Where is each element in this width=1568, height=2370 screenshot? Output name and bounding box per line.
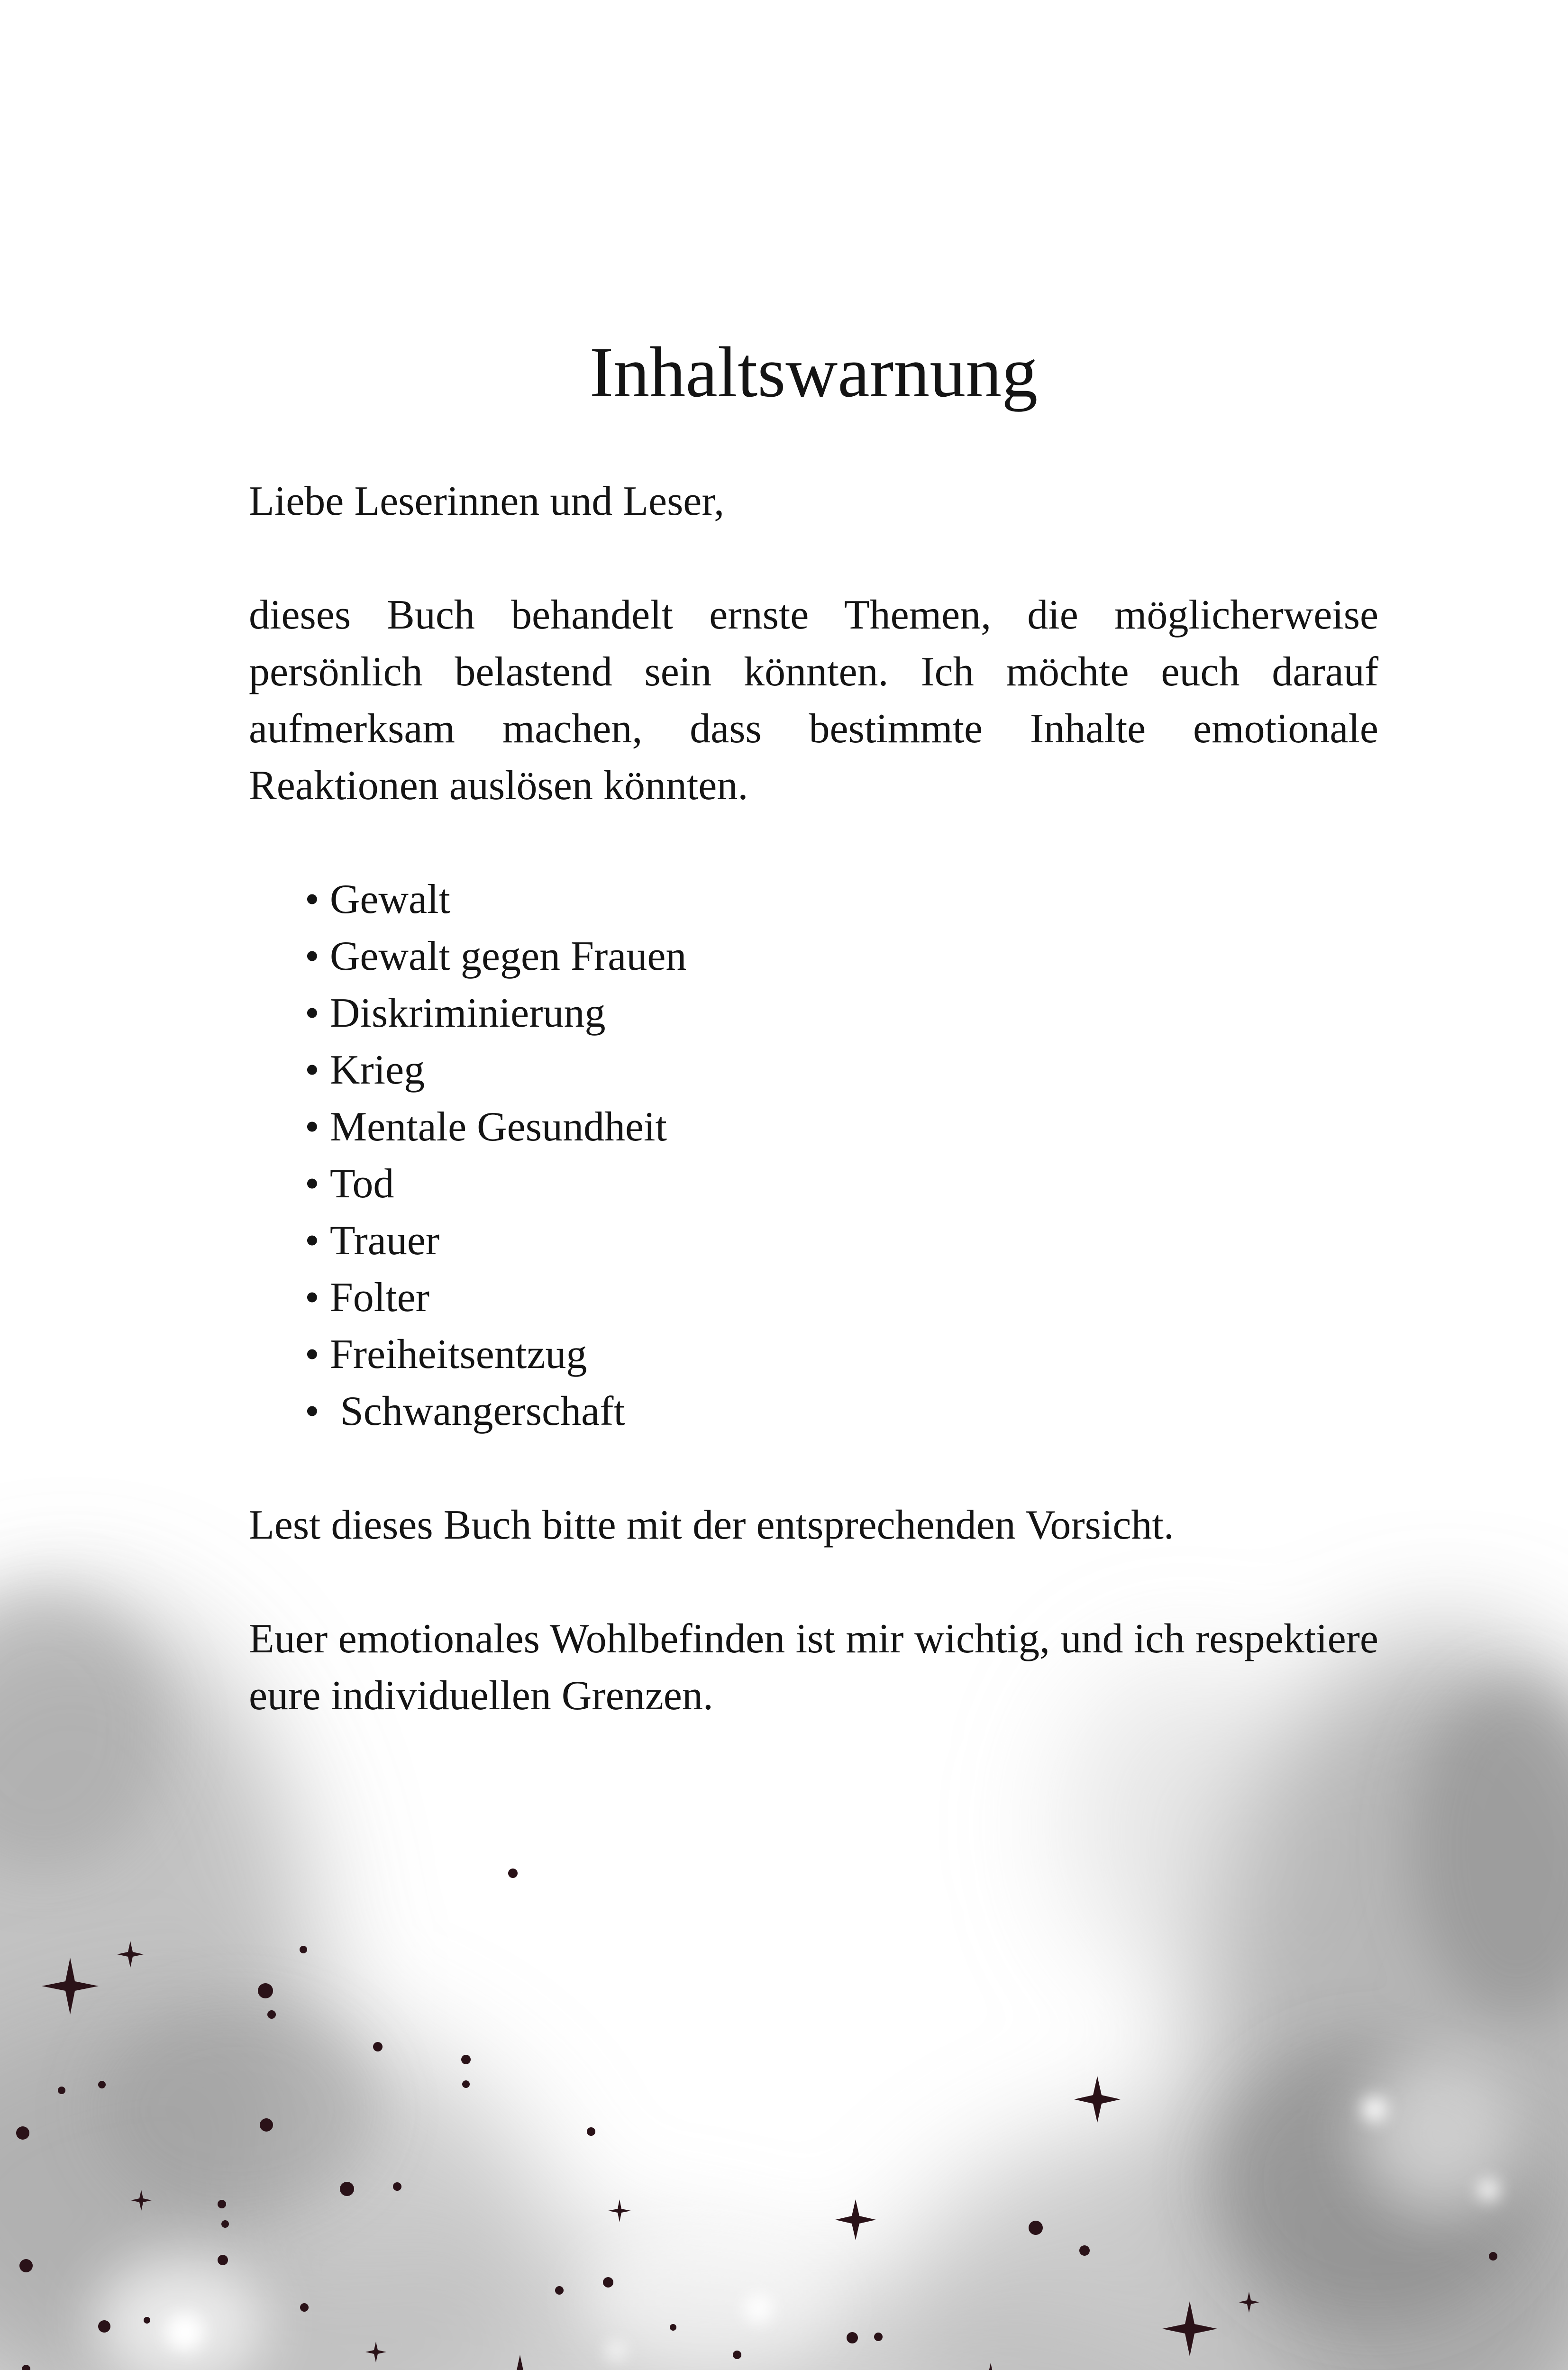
bullet-icon: • (305, 876, 319, 922)
list-item (305, 928, 1378, 985)
list-item (305, 985, 1378, 1042)
list-item (305, 1042, 1378, 1099)
page-title: Inhaltswarnung (589, 332, 1038, 412)
sparkle-icon (1074, 2076, 1121, 2123)
warning-label: Gewalt gegen Frauen (329, 933, 687, 979)
bullet-icon: • (305, 1218, 319, 1264)
intro-paragraph: dieses Buch behandelt ernste Themen, die möglicherweise persönlich belastend sein könnten. Ich möchte euch darauf aufmerksam machen, dass bestimmte Inhalte emotionale Reaktionen auslösen könnten. (249, 592, 1378, 809)
bullet-icon: • (305, 1047, 319, 1093)
list-item (305, 1269, 1378, 1326)
warning-label: Freiheitsentzug (329, 1331, 587, 1377)
bullet-icon: • (305, 1275, 319, 1321)
bullet-icon: • (305, 1104, 319, 1150)
warning-label: Gewalt (329, 876, 450, 922)
warning-label: Diskriminierung (329, 990, 606, 1036)
bullet-icon: • (305, 990, 319, 1036)
list-item (305, 1156, 1378, 1212)
list-item (305, 1383, 1378, 1440)
list-item (305, 1212, 1378, 1269)
list-item (305, 871, 1378, 928)
list-item (305, 1326, 1378, 1383)
sparkle-icon (835, 2199, 876, 2240)
greeting: Liebe Leserinnen und Leser, (249, 478, 725, 524)
warning-label: Mentale Gesundheit (329, 1104, 667, 1150)
warning-label: Schwangerschaft (329, 1388, 625, 1434)
bullet-icon: • (305, 1331, 319, 1377)
bullet-icon: • (305, 933, 319, 979)
warning-label: Trauer (329, 1218, 440, 1264)
caution-note: Lest dieses Buch bitte mit der entsprechenden Vorsicht. (249, 1502, 1174, 1548)
closing-paragraph: Euer emotionales Wohlbefinden ist mir wichtig, und ich respektiere eure individuellen Grenzen. (249, 1616, 1378, 1719)
content-warning-text (249, 332, 1378, 1781)
warning-label: Tod (329, 1161, 394, 1207)
warning-label: Folter (329, 1275, 430, 1321)
bullet-icon: • (305, 1388, 319, 1434)
bullet-icon: • (305, 1161, 319, 1207)
list-item (305, 1099, 1378, 1156)
warning-label: Krieg (329, 1047, 425, 1093)
sparkle-icon (608, 2199, 631, 2222)
warning-list (249, 871, 1378, 1440)
